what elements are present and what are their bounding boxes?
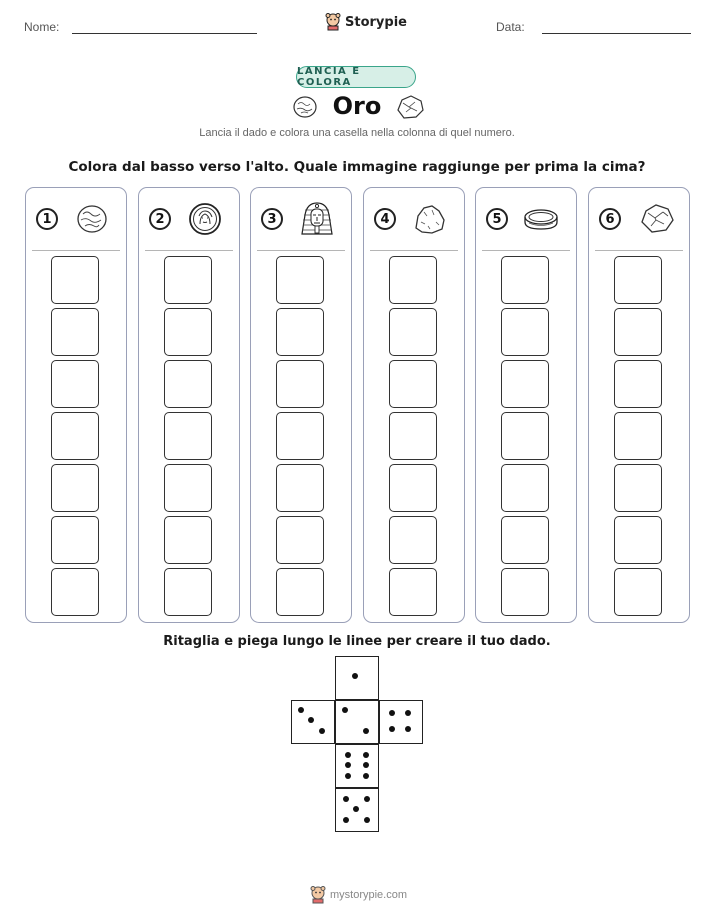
color-cell[interactable] <box>501 256 549 304</box>
date-line[interactable] <box>542 33 691 34</box>
column-2 <box>138 187 240 623</box>
color-cell[interactable] <box>614 412 662 460</box>
dice-pip <box>405 710 411 716</box>
column-3 <box>250 187 352 623</box>
coloring-instruction: Colora dal basso verso l'alto. Quale immagine raggiunge per prima la cima? <box>68 159 646 175</box>
color-cell[interactable] <box>276 360 324 408</box>
column-number: 1 <box>36 208 58 230</box>
dice-pip <box>345 773 351 779</box>
color-cell[interactable] <box>389 308 437 356</box>
dice-pip <box>343 796 349 802</box>
color-cell[interactable] <box>276 568 324 616</box>
color-cell[interactable] <box>164 568 212 616</box>
column-5 <box>475 187 577 623</box>
color-cell[interactable] <box>501 568 549 616</box>
color-cell[interactable] <box>276 516 324 564</box>
name-line[interactable] <box>72 33 257 34</box>
column-number: 5 <box>486 208 508 230</box>
color-cell[interactable] <box>389 360 437 408</box>
dice-face-2 <box>335 700 379 744</box>
color-cell[interactable] <box>501 308 549 356</box>
column-number: 2 <box>149 208 171 230</box>
dice-pip <box>345 762 351 768</box>
pharaoh-mask-icon <box>299 202 335 236</box>
dice-pip <box>405 726 411 732</box>
activity-badge: LANCIA E COLORA <box>296 66 416 88</box>
color-cell[interactable] <box>276 256 324 304</box>
color-cell[interactable] <box>51 256 99 304</box>
brand-logo <box>325 13 407 31</box>
column-4 <box>363 187 465 623</box>
column-divider <box>257 250 345 251</box>
page-subtitle: Lancia il dado e colora una casella nella colonna di quel numero. <box>199 127 515 139</box>
color-cell[interactable] <box>164 256 212 304</box>
color-cell[interactable] <box>276 464 324 512</box>
column-number: 4 <box>374 208 396 230</box>
dice-instruction: Ritaglia e piega lungo le linee per creare il tuo dado. <box>163 634 551 649</box>
dice-pip <box>343 817 349 823</box>
dice-face-5 <box>335 788 379 832</box>
gold-coin-icon <box>187 202 223 236</box>
page-title: Oro <box>332 92 382 120</box>
color-cell[interactable] <box>164 360 212 408</box>
color-cell[interactable] <box>501 464 549 512</box>
dice-face-6 <box>335 744 379 788</box>
color-cell[interactable] <box>501 516 549 564</box>
dice-pip <box>363 752 369 758</box>
column-divider <box>145 250 233 251</box>
brand-name: Storypie <box>345 14 407 30</box>
color-cell[interactable] <box>164 464 212 512</box>
color-cell[interactable] <box>389 256 437 304</box>
color-cell[interactable] <box>276 308 324 356</box>
column-divider <box>482 250 570 251</box>
dice-pip <box>363 728 369 734</box>
column-divider <box>370 250 458 251</box>
color-cell[interactable] <box>614 308 662 356</box>
gold-ring-icon <box>520 202 562 236</box>
dice-pip <box>319 728 325 734</box>
color-cell[interactable] <box>614 464 662 512</box>
gold-ore-icon <box>395 94 425 120</box>
dice-pip <box>298 707 304 713</box>
footer-url[interactable]: mystorypie.com <box>330 889 408 901</box>
color-cell[interactable] <box>164 412 212 460</box>
dice-pip <box>353 806 359 812</box>
color-cell[interactable] <box>51 516 99 564</box>
color-cell[interactable] <box>614 568 662 616</box>
footer <box>310 886 407 904</box>
dice-pip <box>363 773 369 779</box>
color-cell[interactable] <box>276 412 324 460</box>
color-cell[interactable] <box>614 516 662 564</box>
storypie-mascot-icon <box>310 886 326 904</box>
dice-pip <box>352 673 358 679</box>
column-divider <box>595 250 683 251</box>
color-cell[interactable] <box>389 516 437 564</box>
gold-ore-icon <box>637 202 677 236</box>
color-cell[interactable] <box>164 516 212 564</box>
color-cell[interactable] <box>501 360 549 408</box>
gold-rock-icon <box>412 202 448 236</box>
dice-face-4 <box>379 700 423 744</box>
color-cell[interactable] <box>389 568 437 616</box>
storypie-mascot-icon <box>325 13 341 31</box>
gold-nugget-icon <box>74 202 110 236</box>
color-cell[interactable] <box>51 360 99 408</box>
column-number: 6 <box>599 208 621 230</box>
column-6 <box>588 187 690 623</box>
dice-pip <box>389 710 395 716</box>
color-cell[interactable] <box>51 464 99 512</box>
color-cell[interactable] <box>164 308 212 356</box>
column-1 <box>25 187 127 623</box>
color-cell[interactable] <box>614 360 662 408</box>
color-cell[interactable] <box>51 412 99 460</box>
color-cell[interactable] <box>51 568 99 616</box>
color-cell[interactable] <box>389 412 437 460</box>
name-label: Nome: <box>24 20 60 34</box>
dice-face-3 <box>291 700 335 744</box>
dice-pip <box>308 717 314 723</box>
color-cell[interactable] <box>389 464 437 512</box>
dice-pip <box>364 796 370 802</box>
color-cell[interactable] <box>501 412 549 460</box>
color-cell[interactable] <box>614 256 662 304</box>
dice-pip <box>342 707 348 713</box>
color-cell[interactable] <box>51 308 99 356</box>
column-divider <box>32 250 120 251</box>
date-label: Data: <box>496 20 525 34</box>
dice-pip <box>389 726 395 732</box>
dice-face-1 <box>335 656 379 700</box>
dice-pip <box>363 762 369 768</box>
column-number: 3 <box>261 208 283 230</box>
dice-pip <box>364 817 370 823</box>
dice-pip <box>345 752 351 758</box>
